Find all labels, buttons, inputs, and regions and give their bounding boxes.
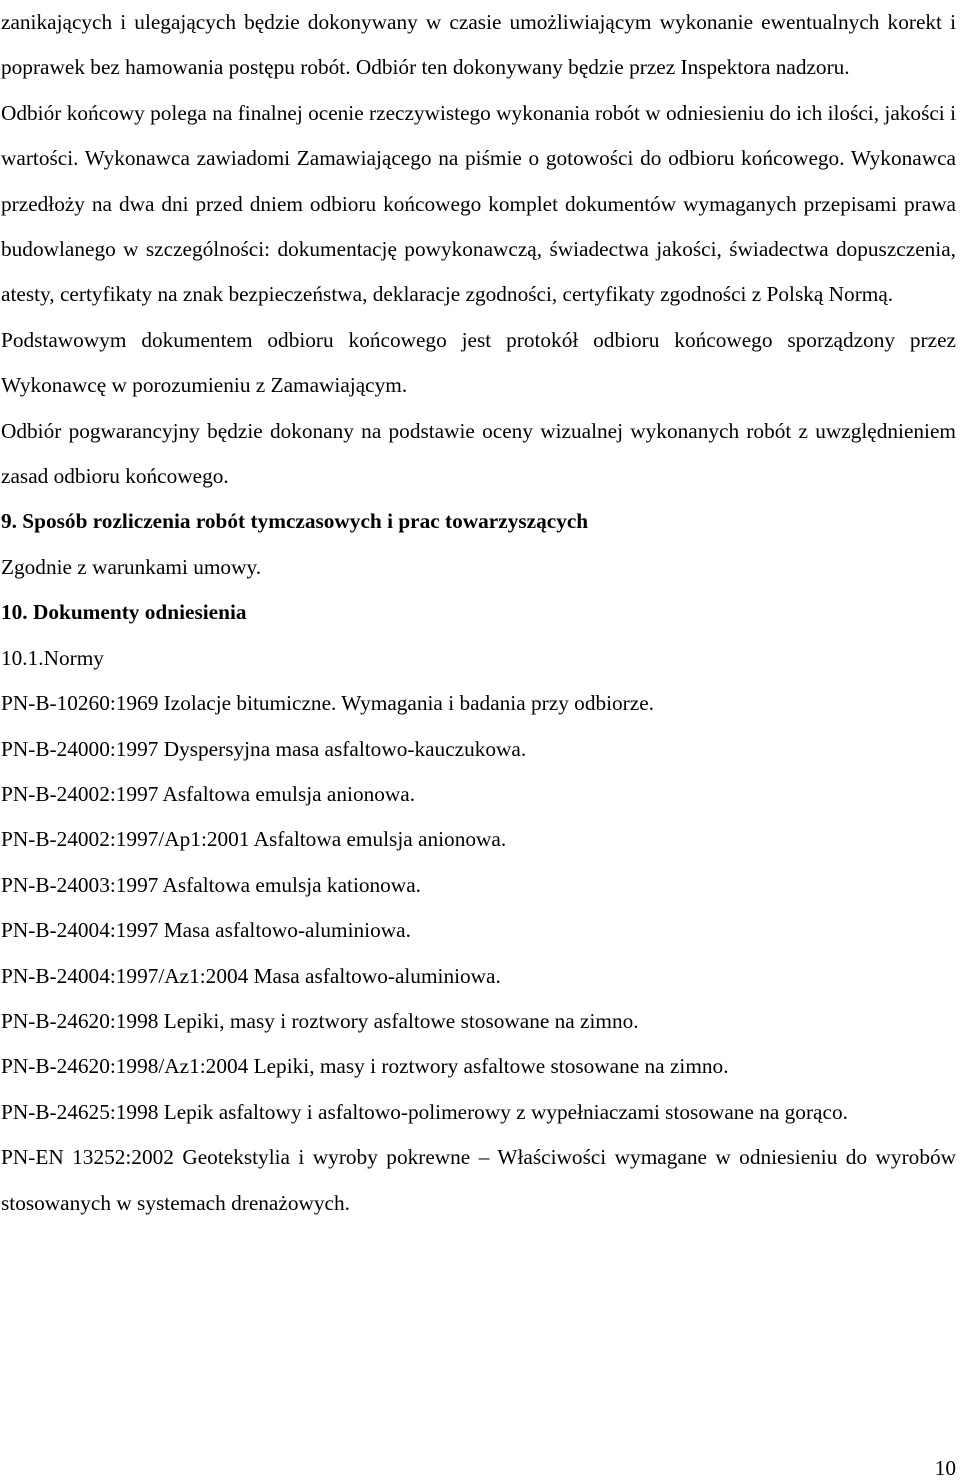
- norm-item: PN-EN 13252:2002 Geotekstylia i wyroby pokrewne – Właściwości wymagane w odniesieniu do wyrobów stosowanych w systemach drenażowych.: [1, 1145, 956, 1215]
- paragraph-final-protocol: Podstawowym dokumentem odbioru końcowego jest protokół odbioru końcowego sporządzony przez Wykonawcę w porozumieniu z Zamawiającym.: [1, 327, 956, 398]
- norm-item: PN-B-24620:1998 Lepiki, masy i roztwory asfaltowe stosowane na zimno.: [1, 1008, 639, 1033]
- norm-item: PN-B-24620:1998/Az1:2004 Lepiki, masy i roztwory asfaltowe stosowane na zimno.: [1, 1054, 729, 1079]
- norm-item: PN-B-24000:1997 Dyspersyjna masa asfaltowo-kauczukowa.: [1, 736, 527, 761]
- norm-item: PN-B-24004:1997 Masa asfaltowo-aluminiowa.: [1, 918, 411, 943]
- section-10-heading: 10. Dokumenty odniesienia: [1, 600, 247, 625]
- page-number: 10: [934, 1456, 956, 1480]
- section-9-text: Zgodnie z warunkami umowy.: [1, 554, 262, 579]
- norm-item: PN-B-10260:1969 Izolacje bitumiczne. Wymagania i badania przy odbiorze.: [1, 691, 654, 716]
- document-body: [1, 0, 956, 1226]
- section-9-heading: 9. Sposób rozliczenia robót tymczasowych i prac towarzyszących: [1, 509, 589, 534]
- norm-item: PN-B-24004:1997/Az1:2004 Masa asfaltowo-aluminiowa.: [1, 963, 501, 988]
- paragraph-post-warranty: Odbiór pogwarancyjny będzie dokonany na podstawie oceny wizualnej wykonanych robót z uwzględnieniem zasad odbioru końcowego.: [1, 418, 956, 489]
- norm-item: PN-B-24002:1997/Ap1:2001 Asfaltowa emulsja anionowa.: [1, 827, 507, 852]
- paragraph-acceptance-intermediate: zanikających i ulegających będzie dokonywany w czasie umożliwiającym wykonanie ewentualnych korekt i poprawek bez hamowania postępu robót. Odbiór ten dokonywany będzie przez Inspektora nadzoru.: [1, 10, 956, 80]
- paragraph-final-acceptance: Odbiór końcowy polega na finalnej ocenie rzeczywistego wykonania robót w odniesieniu do ich ilości, jakości i wartości. Wykonawca zawiadomi Zamawiającego na piśmie o gotowości do odbioru końcowego. Wykonawca przedłoży na dwa dni przed dniem odbioru końcowego komplet dokumentów wymaganych przepisami prawa budowlanego w szczególności: dokumentację powykonawczą, świadectwa jakości, świadectwa dopuszczenia, atesty, certyfikaty na znak bezpieczeństwa, deklaracje zgodności, certyfikaty zgodności z Polską Normą.: [1, 100, 956, 307]
- norm-item: PN-B-24003:1997 Asfaltowa emulsja kationowa.: [1, 872, 421, 897]
- section-10-1-subheading: 10.1.Normy: [1, 645, 104, 670]
- norm-item: PN-B-24625:1998 Lepik asfaltowy i asfaltowo-polimerowy z wypełniaczami stosowane na gorąco.: [1, 1099, 848, 1124]
- norm-item: PN-B-24002:1997 Asfaltowa emulsja anionowa.: [1, 781, 416, 806]
